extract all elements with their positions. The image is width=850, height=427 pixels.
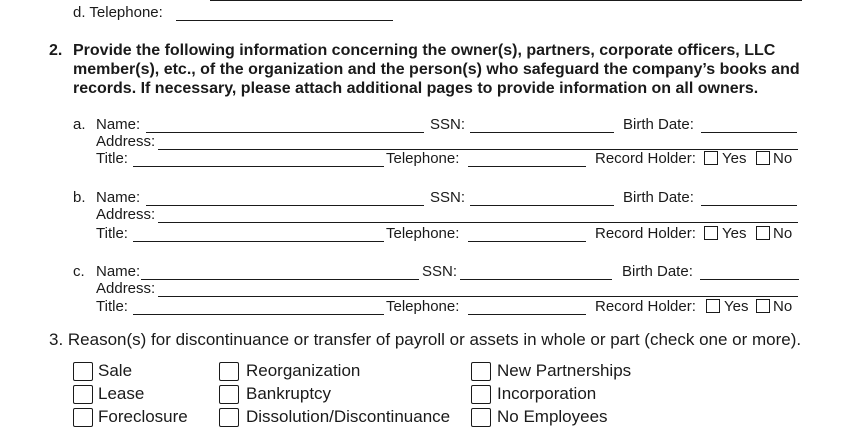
telephone-label: Telephone: <box>386 225 460 242</box>
dissolution-label: Dissolution/Discontinuance <box>246 407 451 426</box>
entry-letter: c. <box>73 263 85 280</box>
record-holder-no-checkbox[interactable] <box>756 226 770 240</box>
record-holder-no-checkbox[interactable] <box>756 151 770 165</box>
telephone-field[interactable] <box>468 225 586 242</box>
name-field[interactable] <box>141 263 419 280</box>
address-label: Address: <box>96 133 156 150</box>
birth-date-field[interactable] <box>701 189 797 206</box>
record-holder-yes-checkbox[interactable] <box>704 151 718 165</box>
birth-date-field[interactable] <box>701 116 797 133</box>
telephone-field[interactable] <box>468 150 586 167</box>
telephone-label: d. Telephone: <box>73 4 163 21</box>
dissolution-checkbox[interactable] <box>219 408 239 427</box>
no-employees-checkbox[interactable] <box>471 408 491 427</box>
record-holder-yes-checkbox[interactable] <box>706 299 720 313</box>
ssn-field[interactable] <box>470 189 614 206</box>
lease-checkbox[interactable] <box>73 385 93 404</box>
incorporation-label: Incorporation <box>497 384 597 403</box>
previous-field-line <box>210 0 802 1</box>
telephone-label: Telephone: <box>386 298 460 315</box>
entry-letter: b. <box>73 189 86 206</box>
section-3-heading: 3. Reason(s) for discontinuance or transfer of payroll or assets in whole or part (check one or more). <box>49 330 802 349</box>
record-holder-label: Record Holder: <box>595 150 696 167</box>
no-label: No <box>773 150 793 167</box>
name-label: Name: <box>96 263 141 280</box>
address-field[interactable] <box>158 206 798 223</box>
birth-date-label: Birth Date: <box>623 116 694 133</box>
reorganization-label: Reorganization <box>246 361 361 380</box>
incorporation-checkbox[interactable] <box>471 385 491 404</box>
lease-label: Lease <box>98 384 145 403</box>
title-label: Title: <box>96 225 128 242</box>
section-2-text-line-1: Provide the following information concerning the owner(s), partners, corporate officers, LLC <box>73 42 776 59</box>
birth-date-field[interactable] <box>700 263 799 280</box>
no-employees-label: No Employees <box>497 407 608 426</box>
record-holder-label: Record Holder: <box>595 298 696 315</box>
new-partnerships-label: New Partnerships <box>497 361 632 380</box>
sale-checkbox[interactable] <box>73 362 93 381</box>
birth-date-label: Birth Date: <box>622 263 693 280</box>
no-label: No <box>773 298 793 315</box>
no-label: No <box>773 225 793 242</box>
record-holder-label: Record Holder: <box>595 225 696 242</box>
title-label: Title: <box>96 150 128 167</box>
record-holder-yes-checkbox[interactable] <box>704 226 718 240</box>
foreclosure-checkbox[interactable] <box>73 408 93 427</box>
name-field[interactable] <box>146 116 424 133</box>
ssn-label: SSN: <box>430 116 466 133</box>
birth-date-label: Birth Date: <box>623 189 694 206</box>
ssn-field[interactable] <box>470 116 614 133</box>
record-holder-no-checkbox[interactable] <box>756 299 770 313</box>
section-2-text-line-2: member(s), etc., of the organization and the person(s) who safeguard the company’s books and <box>73 61 800 78</box>
sale-label: Sale <box>98 361 133 380</box>
title-label: Title: <box>96 298 128 315</box>
yes-label: Yes <box>722 225 747 242</box>
bankruptcy-checkbox[interactable] <box>219 385 239 404</box>
bankruptcy-label: Bankruptcy <box>246 384 332 403</box>
reorganization-checkbox[interactable] <box>219 362 239 381</box>
new-partnerships-checkbox[interactable] <box>471 362 491 381</box>
title-field[interactable] <box>133 298 384 315</box>
name-field[interactable] <box>146 189 424 206</box>
section-2-text-line-3: records. If necessary, please attach additional pages to provide information on all owners. <box>73 80 759 97</box>
section-2-number: 2. <box>49 42 63 59</box>
yes-label: Yes <box>724 298 749 315</box>
name-label: Name: <box>96 189 141 206</box>
title-field[interactable] <box>133 150 384 167</box>
address-label: Address: <box>96 206 156 223</box>
name-label: Name: <box>96 116 141 133</box>
telephone-field[interactable] <box>176 4 393 21</box>
title-field[interactable] <box>133 225 384 242</box>
ssn-label: SSN: <box>422 263 458 280</box>
address-field[interactable] <box>158 280 798 297</box>
ssn-field[interactable] <box>460 263 612 280</box>
ssn-label: SSN: <box>430 189 466 206</box>
foreclosure-label: Foreclosure <box>98 407 188 426</box>
address-label: Address: <box>96 280 156 297</box>
address-field[interactable] <box>158 133 798 150</box>
telephone-label: Telephone: <box>386 150 460 167</box>
yes-label: Yes <box>722 150 747 167</box>
entry-letter: a. <box>73 116 86 133</box>
telephone-field[interactable] <box>468 298 586 315</box>
